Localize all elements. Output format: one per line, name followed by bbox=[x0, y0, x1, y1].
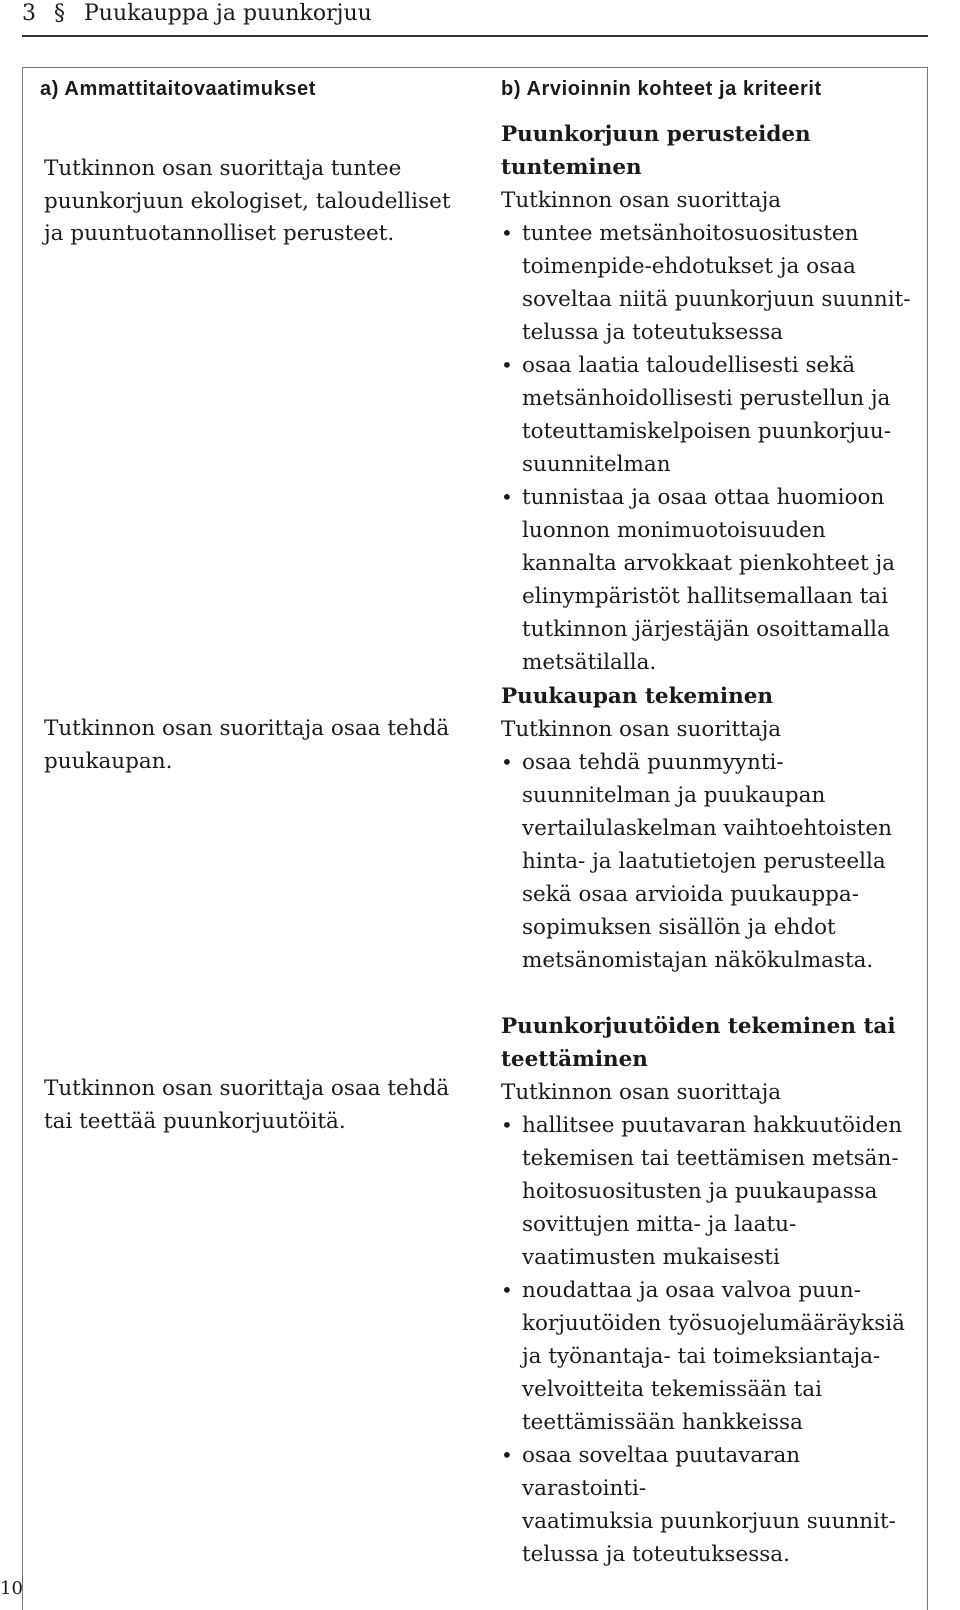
text-line: tekemisen tai teettämisen metsän- bbox=[522, 1146, 899, 1171]
bullet-icon: • bbox=[501, 1113, 513, 1137]
text-line: tuntee metsänhoitosuositusten bbox=[522, 221, 859, 246]
criteria-intro: Tutkinnon osan suorittaja bbox=[501, 1080, 782, 1105]
column-a-heading: a) Ammattitaitovaatimukset bbox=[40, 78, 317, 100]
criteria-section-title: Puunkorjuun perusteiden tunteminen bbox=[501, 122, 811, 180]
text-line: tutkinnon järjestäjän osoittamalla bbox=[522, 617, 890, 642]
criteria-section-title: Puunkorjuutöiden tekeminen tai bbox=[501, 1014, 896, 1039]
text-line: toimenpide-ehdotukset ja osaa bbox=[522, 254, 856, 279]
criteria-bullet bbox=[501, 217, 921, 349]
header-rule bbox=[22, 35, 928, 37]
text-line: puunkorjuun ekologiset, taloudelliset bbox=[44, 188, 451, 214]
text-line: ja työnantaja- tai toimeksiantaja- bbox=[522, 1344, 881, 1369]
text-line: telussa ja toteutuksessa bbox=[522, 320, 784, 345]
text-line: hoitosuositusten ja puukaupassa bbox=[522, 1179, 878, 1204]
criteria-section bbox=[501, 680, 921, 977]
text-line: sekä osaa arvioida puukauppa- bbox=[522, 882, 859, 907]
bullet-icon: • bbox=[501, 750, 513, 774]
text-line: hallitsee puutavaran hakkuutöiden bbox=[522, 1113, 903, 1138]
chapter-number: 3 bbox=[22, 1, 36, 26]
text-line: osaa laatia taloudellisesti sekä bbox=[522, 353, 856, 378]
bullet-icon: • bbox=[501, 221, 513, 245]
text-line: Tutkinnon osan suorittaja osaa tehdä bbox=[44, 1076, 450, 1101]
text-line: Tutkinnon osan suorittaja osaa tehdä bbox=[44, 716, 450, 741]
text-line: sovittujen mitta- ja laatu- bbox=[522, 1212, 797, 1237]
text-line: luonnon monimuotoisuuden bbox=[522, 518, 826, 543]
text-line: metsänhoidollisesti perustellun ja bbox=[522, 386, 891, 411]
text-line: telussa ja toteutuksessa. bbox=[522, 1542, 790, 1567]
text-line: suunnitelman bbox=[522, 452, 671, 477]
criteria-section bbox=[501, 1010, 921, 1571]
criteria-bullet bbox=[501, 481, 921, 679]
text-line: kannalta arvokkaat pienkohteet ja bbox=[522, 551, 895, 576]
text-line: soveltaa niitä puunkorjuun suunnit- bbox=[522, 287, 911, 312]
criteria-list bbox=[501, 217, 921, 679]
text-line: noudattaa ja osaa valvoa puun- bbox=[522, 1278, 861, 1303]
text-line: osaa soveltaa puutavaran varastointi- bbox=[522, 1443, 801, 1501]
criteria-section-title: teettäminen bbox=[501, 1047, 648, 1072]
text-line: metsänomistajan näkökulmasta. bbox=[522, 948, 874, 973]
requirement-item bbox=[44, 153, 464, 251]
bullet-icon: • bbox=[501, 1443, 513, 1467]
criteria-list bbox=[501, 1109, 921, 1571]
text-line: vaatimusten mukaisesti bbox=[522, 1245, 780, 1270]
text-line: suunnitelman ja puukaupan bbox=[522, 783, 826, 808]
criteria-intro: Tutkinnon osan suorittaja bbox=[501, 188, 782, 213]
text-line: osaa tehdä puunmyynti- bbox=[522, 750, 784, 775]
section-title: Puukauppa ja puunkorjuu bbox=[84, 1, 372, 26]
text-line: puukaupan. bbox=[44, 748, 173, 774]
section-header bbox=[22, 0, 928, 34]
text-line: teettämissään hankkeissa bbox=[522, 1410, 803, 1435]
text-line: vertailulaskelman vaihtoehtoisten bbox=[522, 816, 892, 841]
bullet-icon: • bbox=[501, 485, 513, 509]
criteria-bullet bbox=[501, 1439, 921, 1571]
requirement-item bbox=[44, 713, 464, 778]
criteria-section-title: Puukaupan tekeminen bbox=[501, 684, 774, 709]
criteria-section bbox=[501, 118, 921, 679]
bullet-icon: • bbox=[501, 353, 513, 377]
criteria-bullet bbox=[501, 349, 921, 481]
text-line: toteuttamiskelpoisen puunkorjuu- bbox=[522, 419, 892, 444]
column-b-heading: b) Arvioinnin kohteet ja kriteerit bbox=[501, 78, 822, 100]
text-line: tai teettää puunkorjuutöitä. bbox=[44, 1108, 346, 1134]
text-line: ja puuntuotannolliset perusteet. bbox=[44, 221, 395, 246]
text-line: metsätilalla. bbox=[522, 650, 657, 675]
criteria-bullet bbox=[501, 1109, 921, 1274]
requirement-item bbox=[44, 1073, 464, 1138]
criteria-list bbox=[501, 746, 921, 977]
bullet-icon: • bbox=[501, 1278, 513, 1302]
criteria-bullet bbox=[501, 746, 921, 977]
text-line: sopimuksen sisällön ja ehdot bbox=[522, 915, 836, 940]
text-line: Tutkinnon osan suorittaja tuntee bbox=[44, 156, 402, 181]
text-line: elinympäristöt hallitsemallaan tai bbox=[522, 584, 888, 609]
criteria-intro: Tutkinnon osan suorittaja bbox=[501, 717, 782, 742]
text-line: hinta- ja laatutietojen perusteella bbox=[522, 849, 886, 874]
text-line: vaatimuksia puunkorjuun suunnit- bbox=[522, 1509, 896, 1534]
text-line: velvoitteita tekemissään tai bbox=[522, 1377, 822, 1402]
page-number: 10 bbox=[0, 1578, 23, 1599]
section-symbol: § bbox=[54, 1, 65, 26]
criteria-bullet bbox=[501, 1274, 921, 1439]
text-line: tunnistaa ja osaa ottaa huomioon bbox=[522, 485, 885, 510]
text-line: korjuutöiden työsuojelumääräyksiä bbox=[522, 1311, 905, 1336]
